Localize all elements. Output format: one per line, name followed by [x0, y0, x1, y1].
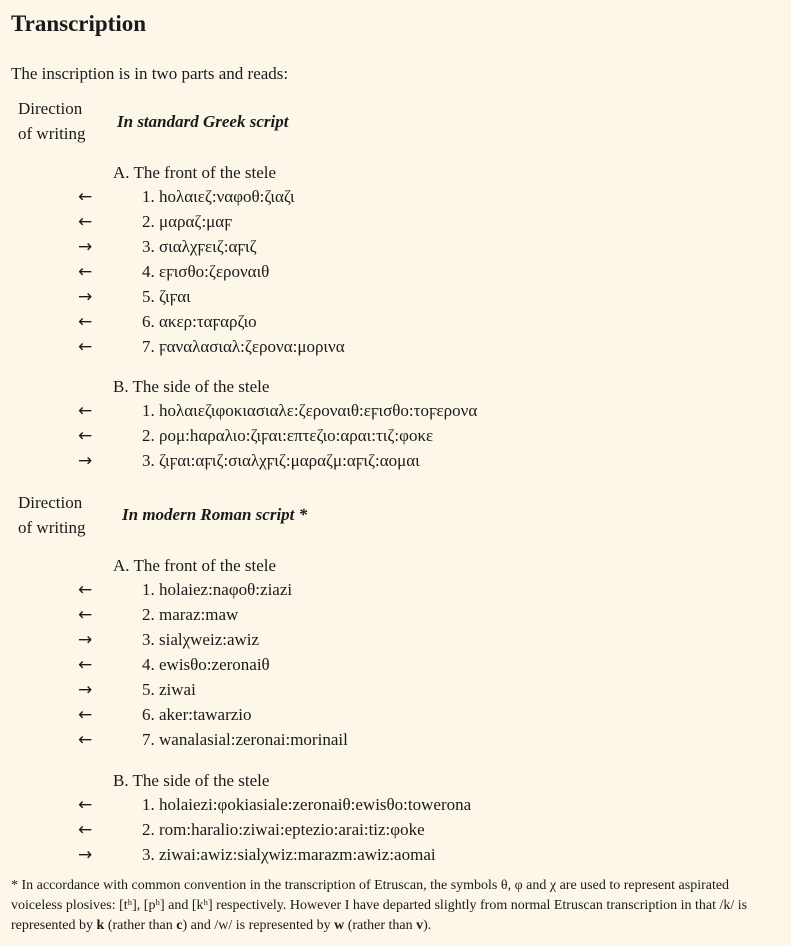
list-item [0, 337, 791, 362]
direction-arrow: → [78, 237, 93, 257]
inscription-line: 1. holaiezi:φokiasiale:zeronaiθ:ewisθo:towerona [142, 795, 472, 814]
direction-arrow: ← [78, 655, 93, 675]
list-item [0, 845, 791, 870]
direction-arrow: → [78, 680, 93, 700]
inscription-line: 1. hολαιεζιφοκιασιαλε:ζεροναιθ:εϝισθο:τοϝερονα [142, 401, 478, 420]
inscription-line: 2. μαραζ:μαϝ [142, 212, 232, 231]
direction-arrow: ← [78, 401, 93, 421]
footnote-c: c [176, 918, 183, 933]
roman-script-heading: In modern Roman script * [122, 505, 308, 524]
list-item [0, 187, 791, 212]
list-item [0, 212, 791, 237]
inscription-line: 3. ziwai:awiz:sialχwiz:marazm:awiz:aomai [142, 845, 436, 864]
direction-label-line2: of writing [18, 518, 86, 537]
direction-label-line1: Direction [18, 99, 83, 118]
list-item [0, 401, 791, 426]
list-item [0, 312, 791, 337]
footnote-text: ). [423, 918, 432, 933]
list-item [0, 262, 791, 287]
inscription-line: 2. rom:haralio:ziwai:eptezio:arai:tiz:φoke [142, 820, 425, 839]
direction-arrow: ← [78, 820, 93, 840]
direction-arrow: ← [78, 580, 93, 600]
inscription-line: 6. ακερ:ταϝαρζιο [142, 312, 257, 331]
roman-front-heading: A. The front of the stele [113, 556, 277, 575]
roman-side-heading: B. The side of the stele [113, 771, 270, 790]
list-item [0, 237, 791, 262]
intro-text: The inscription is in two parts and reads: [11, 64, 289, 83]
footnote-w: w [334, 918, 345, 933]
footnote-text: ) and /w/ is represented by [182, 918, 335, 933]
inscription-line: 5. ζιϝαι [142, 287, 191, 306]
list-item [0, 655, 791, 680]
direction-label-line2: of writing [18, 124, 86, 143]
inscription-line: 3. ζιϝαι:αϝιζ:σιαλχϝιζ:μαραζμ:αϝιζ:αομαι [142, 451, 420, 470]
list-item [0, 287, 791, 312]
inscription-line: 4. ewisθo:zeronaiθ [142, 655, 270, 674]
footnote-v: v [416, 918, 424, 933]
direction-arrow: → [78, 845, 93, 865]
list-item [0, 451, 791, 476]
direction-label-greek [18, 96, 86, 146]
page-title: Transcription [11, 11, 147, 36]
inscription-line: 5. ziwai [142, 680, 196, 699]
direction-arrow: → [78, 451, 93, 471]
inscription-line: 1. holaiez:naφoθ:ziazi [142, 580, 293, 599]
list-item [0, 580, 791, 605]
inscription-line: 4. εϝισθο:ζεροναιθ [142, 262, 270, 281]
direction-arrow: → [78, 287, 93, 307]
direction-arrow: ← [78, 426, 93, 446]
direction-arrow: ← [78, 312, 93, 332]
footnote [11, 876, 781, 936]
inscription-line: 3. sialχweiz:awiz [142, 630, 260, 649]
inscription-line: 3. σιαλχϝειζ:αϝιζ [142, 237, 257, 256]
footnote-text: (rather than [104, 918, 177, 933]
list-item [0, 820, 791, 845]
footnote-text: * In accordance with common convention in the transcription of Etruscan, the symbols θ, φ and χ are used to represent aspirated voiceless plosives: [tʰ], [pʰ] and [kʰ] respectively. However I have departed slightly from normal Etruscan transcription in that /k/ is represented by [11, 878, 748, 933]
inscription-line: 7. wanalasial:zeronai:morinail [142, 730, 348, 749]
footnote-text: (rather than [344, 918, 417, 933]
greek-front-heading: A. The front of the stele [113, 163, 277, 182]
inscription-line: 6. aker:tawarzio [142, 705, 252, 724]
direction-arrow: ← [78, 705, 93, 725]
direction-arrow: ← [78, 605, 93, 625]
direction-arrow: ← [78, 730, 93, 750]
direction-arrow: ← [78, 795, 93, 815]
direction-label-roman [18, 490, 86, 540]
list-item [0, 795, 791, 820]
list-item [0, 426, 791, 451]
direction-arrow: ← [78, 212, 93, 232]
list-item [0, 680, 791, 705]
inscription-line: 7. ϝαναλασιαλ:ζερονα:μορινα [142, 337, 345, 356]
direction-arrow: → [78, 630, 93, 650]
list-item [0, 730, 791, 755]
inscription-line: 2. maraz:maw [142, 605, 239, 624]
list-item [0, 630, 791, 655]
direction-arrow: ← [78, 337, 93, 357]
direction-arrow: ← [78, 262, 93, 282]
direction-label-line1: Direction [18, 493, 83, 512]
list-item [0, 605, 791, 630]
list-item [0, 705, 791, 730]
footnote-k: k [96, 918, 105, 933]
inscription-line: 2. ρομ:hαραλιο:ζιϝαι:επτεζιο:αραι:τιζ:φοκε [142, 426, 434, 445]
greek-side-heading: B. The side of the stele [113, 377, 270, 396]
inscription-line: 1. hολαιεζ:ναφοθ:ζιαζι [142, 187, 295, 206]
greek-script-heading: In standard Greek script [117, 112, 289, 131]
direction-arrow: ← [78, 187, 93, 207]
